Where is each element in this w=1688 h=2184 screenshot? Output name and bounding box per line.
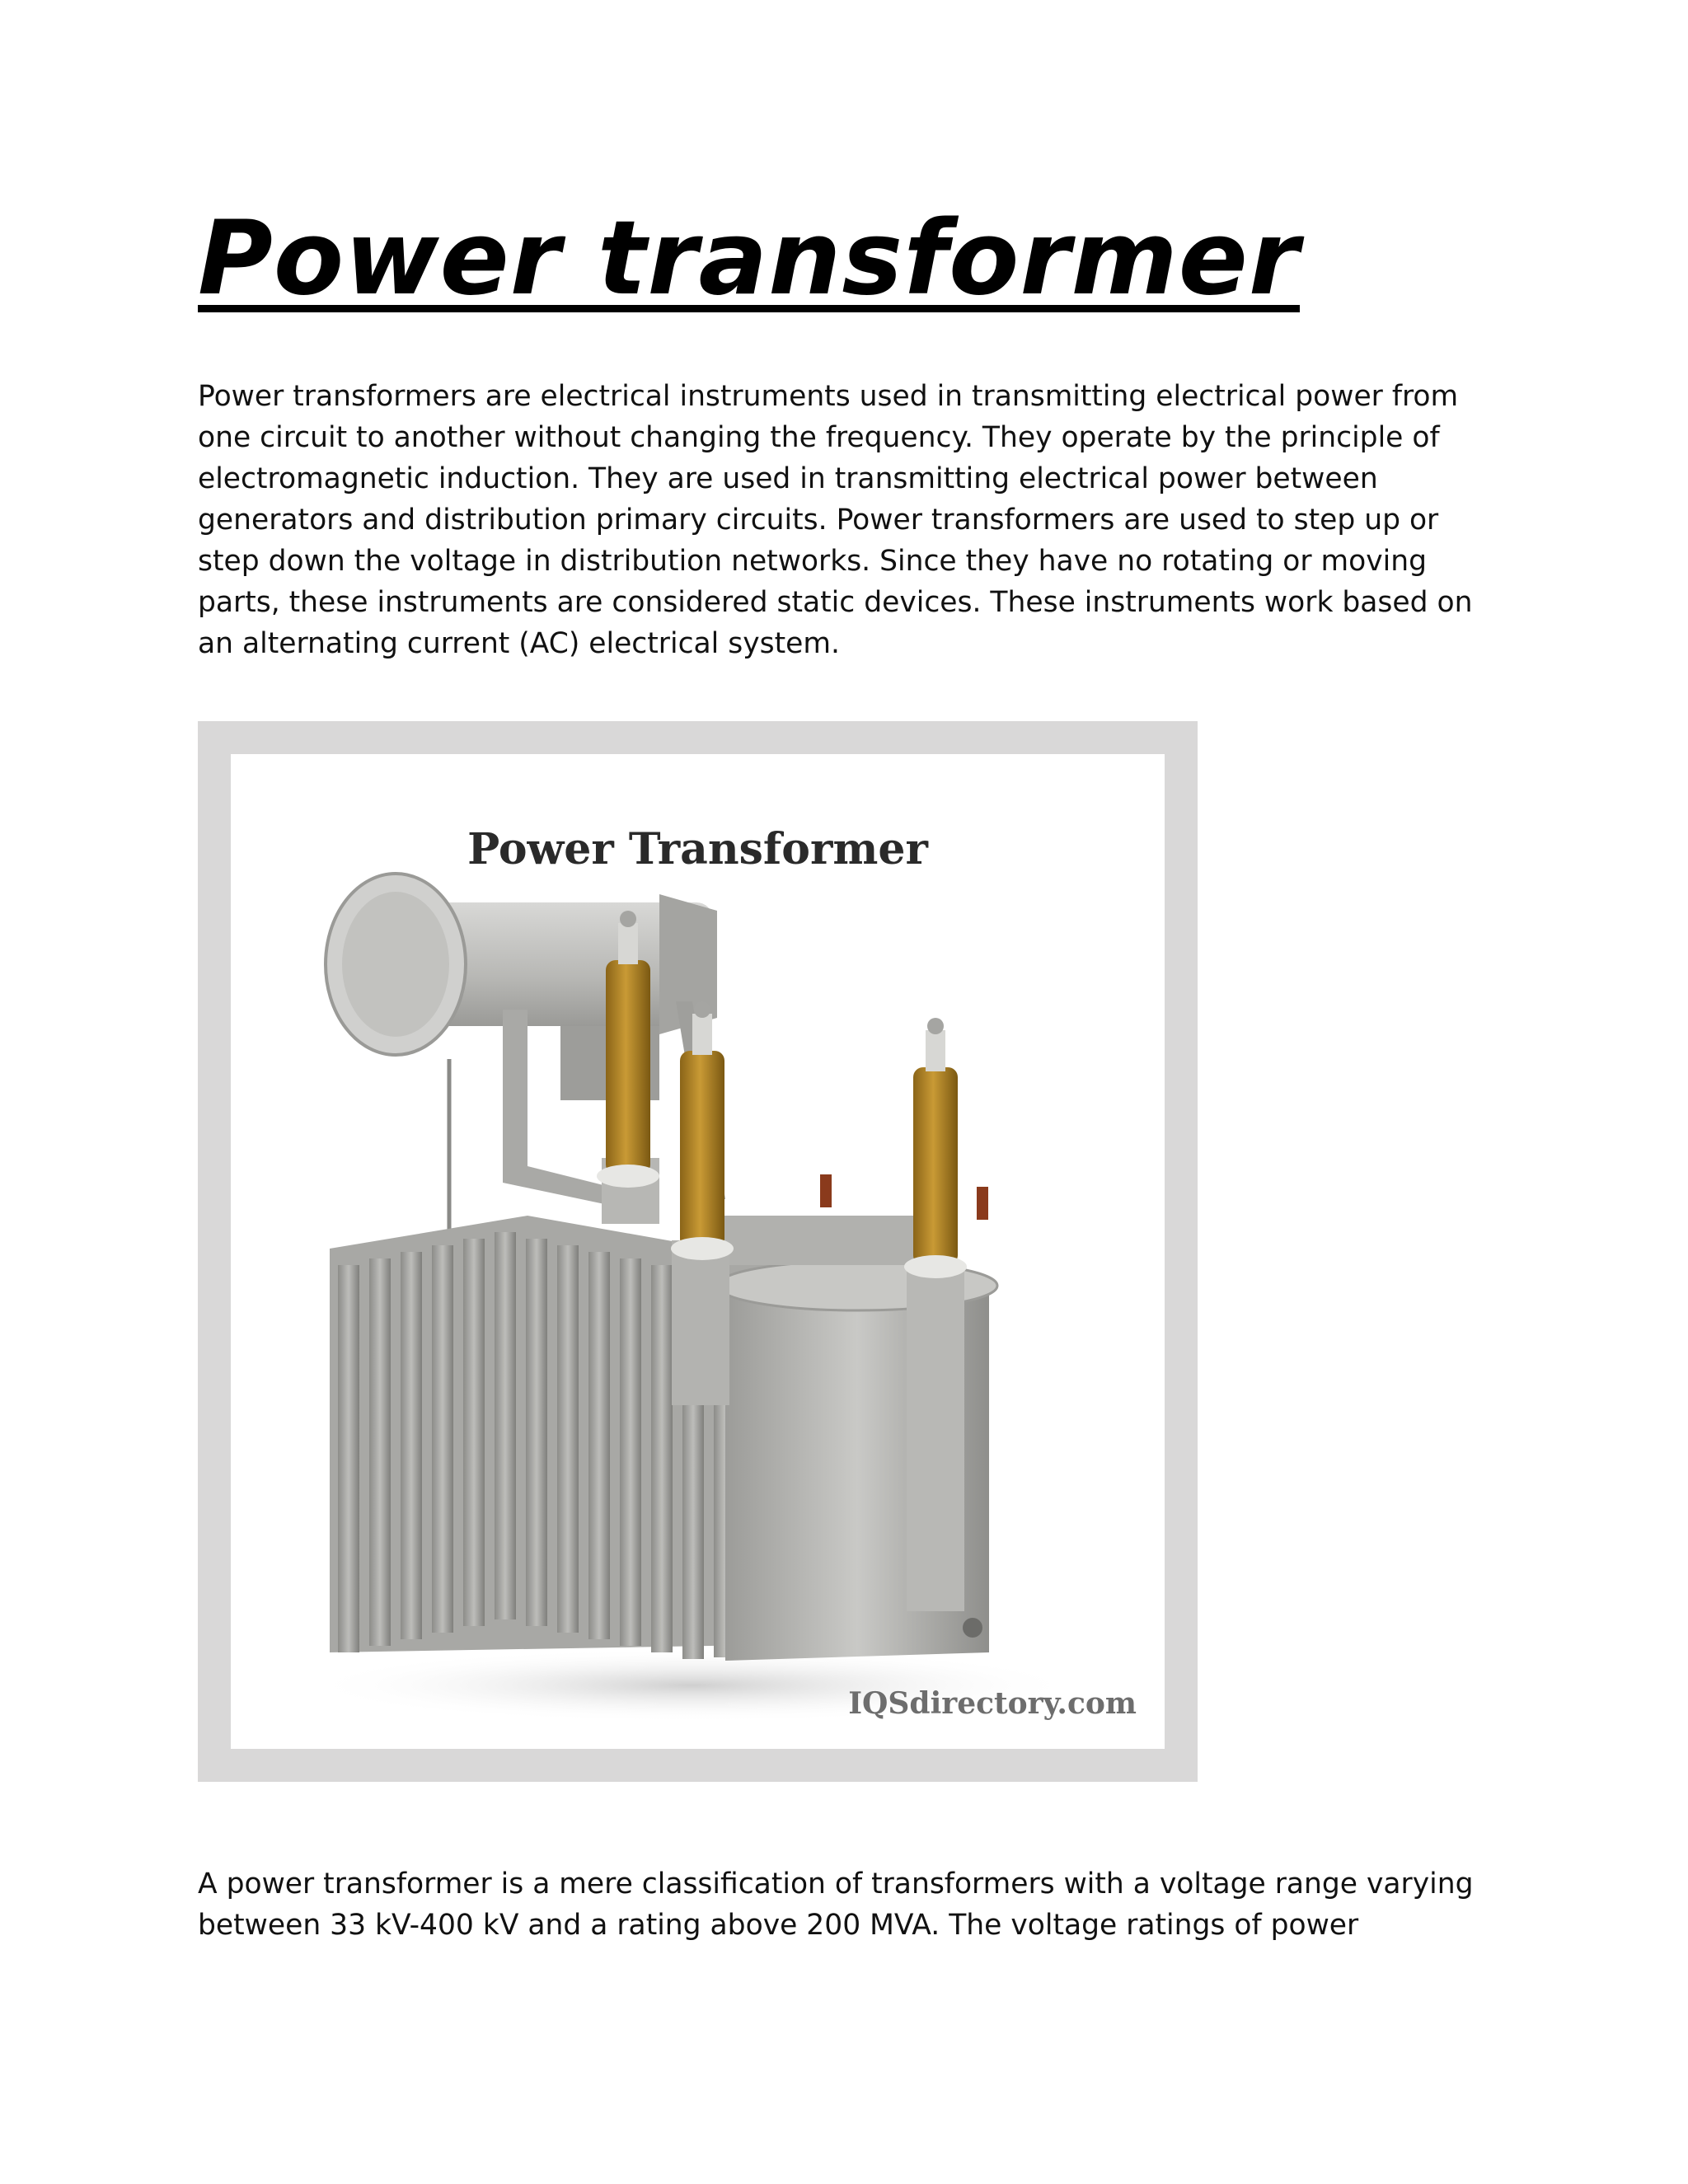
intro-line: an alternating current (AC) electrical system. xyxy=(198,627,840,660)
figure-panel xyxy=(231,754,1165,1749)
intro-line: one circuit to another without changing the frequency. They operate by the principle of xyxy=(198,421,1440,454)
intro-paragraph xyxy=(198,376,1472,664)
transformer-figure xyxy=(198,721,1198,1782)
bushing-middle xyxy=(671,1001,734,1260)
intro-line: Power transformers are electrical instruments used in transmitting electrical power from xyxy=(198,380,1459,413)
body-line: A power transformer is a mere classification of transformers with a voltage range varying xyxy=(198,1868,1474,1900)
intro-line: parts, these instruments are considered static devices. These instruments work based on xyxy=(198,586,1473,619)
intro-line: generators and distribution primary circuits. Power transformers are used to step up or xyxy=(198,504,1439,537)
figure-watermark: IQSdirectory.com xyxy=(848,1686,1137,1721)
intro-line: electromagnetic induction. They are used in transmitting electrical power between xyxy=(198,462,1378,495)
body-paragraph xyxy=(198,1863,1474,1946)
figure-title: Power Transformer xyxy=(467,824,928,874)
transformer-illustration xyxy=(231,754,1165,1749)
bushing-right xyxy=(904,1018,967,1278)
intro-line: step down the voltage in distribution networks. Since they have no rotating or moving xyxy=(198,545,1427,578)
page-title: Power transformer xyxy=(198,199,1300,318)
body-line: between 33 kV-400 kV and a rating above 200 MVA. The voltage ratings of power xyxy=(198,1909,1359,1942)
